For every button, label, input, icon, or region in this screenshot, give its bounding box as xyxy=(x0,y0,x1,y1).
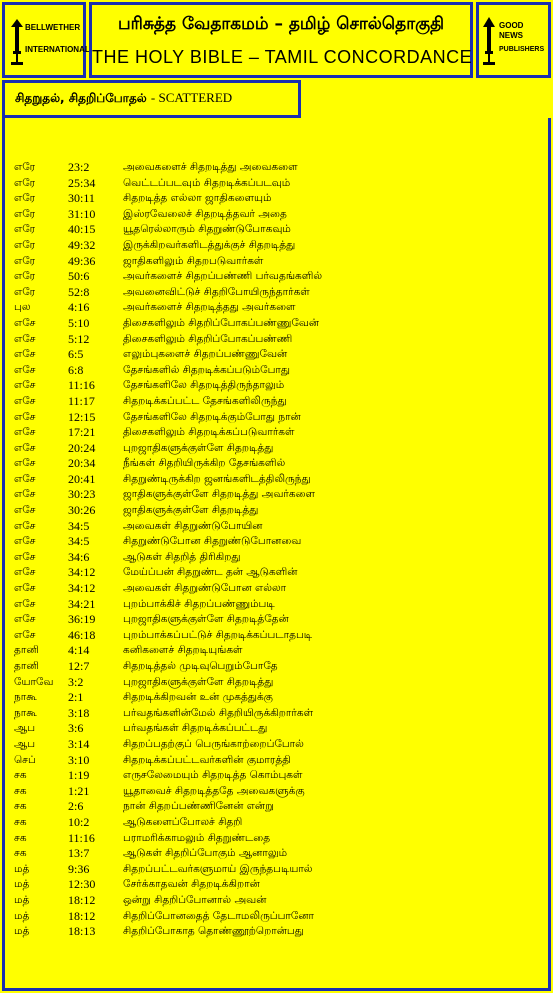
book-abbrev: எசே xyxy=(14,394,36,407)
bellwether-logo-box xyxy=(2,2,90,78)
verse-snippet: அவைகள் சிதறுண்டுபோன எல்லா xyxy=(123,582,287,595)
verse-reference: 50:6 xyxy=(68,269,90,284)
verse-reference: 4:16 xyxy=(68,300,90,315)
verse-snippet: அவனைவிட்டுச் சிதறிபோயிருந்தார்கள் xyxy=(123,285,310,298)
verse-snippet: அவைகளைச் சிதறடித்து அவைகளை xyxy=(123,161,298,173)
verse-reference: 30:23 xyxy=(68,487,96,502)
concordance-entry xyxy=(14,753,544,769)
book-abbrev: மத் xyxy=(14,925,30,938)
verse-snippet: தேசங்களிலே சிதறடிக்கும்போது நான் xyxy=(123,410,301,423)
verse-snippet: அவர்களைச் சிதறடித்தது அவர்களை xyxy=(123,301,296,314)
book-abbrev: எசே xyxy=(14,613,36,626)
book-abbrev: மத் xyxy=(14,909,30,922)
book-abbrev: எரே xyxy=(14,207,36,220)
concordance-entry xyxy=(14,316,544,332)
concordance-entry xyxy=(14,176,544,192)
verse-snippet: ஆடுகளைப்போலச் சிதறி xyxy=(123,815,243,828)
verse-snippet: அவர்களைச் சிதறப்பண்ணி பர்வதங்களில் xyxy=(123,270,323,283)
book-abbrev: தானி xyxy=(14,660,39,672)
verse-reference: 49:36 xyxy=(68,253,96,268)
book-abbrev: எசே xyxy=(14,535,36,548)
concordance-entry xyxy=(14,222,544,238)
concordance-entry xyxy=(14,784,544,800)
book-abbrev: எரே xyxy=(14,192,36,205)
heading-tamil: சிதறுதல், சிதறிப்போதல் xyxy=(15,91,147,105)
concordance-entry xyxy=(14,503,544,519)
book-abbrev: எசே xyxy=(14,441,36,454)
verse-snippet: சிதறுண்டுபோன சிதறுண்டுபோனவை xyxy=(123,535,302,548)
verse-snippet: மேய்ப்பன் சிதறுண்ட தன் ஆடுகளின் xyxy=(123,566,298,579)
book-abbrev: ஆப xyxy=(14,737,36,750)
verse-snippet: ஆடுகள் சிதறிப்போகும் ஆனாலும் xyxy=(123,847,288,860)
book-abbrev: எசே xyxy=(14,628,36,641)
bellwether-logo-line1: BELLWETHER xyxy=(25,23,81,32)
verse-reference: 20:34 xyxy=(68,456,96,471)
verse-snippet: சிதறுண்டிருக்கிற ஜனங்களிடத்திலிருந்து xyxy=(123,472,311,485)
book-abbrev: எசே xyxy=(14,582,36,595)
title-english: THE HOLY BIBLE – TAMIL CONCORDANCE xyxy=(92,47,473,67)
verse-snippet: புறம்பாக்கிச் சிதறப்பண்ணும்படி xyxy=(123,597,275,610)
verse-reference: 40:15 xyxy=(68,222,96,237)
concordance-entry xyxy=(14,862,544,878)
concordance-entry xyxy=(14,721,544,737)
concordance-entry xyxy=(14,472,544,488)
concordance-entry xyxy=(14,410,544,426)
book-abbrev: எசே xyxy=(14,519,36,532)
verse-reference: 1:19 xyxy=(68,768,90,783)
good-news-logo-line1: GOOD NEWS xyxy=(499,21,524,40)
verse-snippet: சிதறடிக்கப்பட்டவர்களின் குமாரத்தி xyxy=(123,753,291,766)
verse-reference: 5:12 xyxy=(68,331,90,346)
verse-snippet: சிதறப்பட்டவர்களுமாய் இருந்தபடியால் xyxy=(123,862,313,875)
verse-reference: 11:16 xyxy=(68,830,95,845)
book-abbrev: எசே xyxy=(14,488,36,501)
book-abbrev: செப் xyxy=(14,753,36,766)
verse-snippet: நான் சிதறப்பண்ணினேன் என்று xyxy=(123,800,274,813)
concordance-entry xyxy=(14,565,544,581)
verse-snippet: யூதரெல்லாரும் சிதறுண்டுபோகவும் xyxy=(123,223,291,236)
verse-reference: 52:8 xyxy=(68,284,90,299)
concordance-entry xyxy=(14,347,544,363)
concordance-entry xyxy=(14,815,544,831)
book-abbrev: எசே xyxy=(14,472,36,485)
book-abbrev: எசே xyxy=(14,363,36,376)
concordance-entry xyxy=(14,487,544,503)
heading-english: - SCATTERED xyxy=(150,90,233,105)
concordance-entry xyxy=(14,768,544,784)
verse-reference: 46:18 xyxy=(68,627,96,642)
verse-snippet: இருக்கிறவர்களிடத்துக்குச் சிதறடித்து xyxy=(123,238,296,251)
book-abbrev: தானி xyxy=(14,644,39,657)
book-abbrev: சக xyxy=(14,847,27,860)
verse-reference: 31:10 xyxy=(68,206,96,221)
verse-snippet: புறஜாதிகளுக்குள்ளே சிதறடித்து xyxy=(123,441,274,454)
concordance-entry xyxy=(14,285,544,301)
concordance-list xyxy=(14,160,544,940)
concordance-entry xyxy=(14,550,544,566)
book-abbrev: எசே xyxy=(14,348,36,361)
concordance-entry xyxy=(14,191,544,207)
book-abbrev: ஆப xyxy=(14,722,36,735)
verse-reference: 3:10 xyxy=(68,752,90,767)
verse-reference: 6:5 xyxy=(68,347,84,362)
book-abbrev: சக xyxy=(14,831,27,844)
verse-reference: 25:34 xyxy=(68,175,96,190)
title-box xyxy=(89,2,473,78)
concordance-entry xyxy=(14,300,544,316)
verse-reference: 34:12 xyxy=(68,565,96,580)
concordance-entry xyxy=(14,534,544,550)
verse-reference: 6:8 xyxy=(68,362,84,377)
verse-snippet: அவைகள் சிதறுண்டுபோயின xyxy=(123,519,263,532)
book-abbrev: எசே xyxy=(14,316,36,329)
verse-reference: 3:18 xyxy=(68,705,90,720)
book-abbrev: எசே xyxy=(14,410,36,423)
verse-snippet: தேசங்களிலே சிதறடித்திருந்தாலும் xyxy=(123,379,285,392)
verse-reference: 34:5 xyxy=(68,518,90,533)
book-abbrev: எசே xyxy=(14,504,36,517)
book-abbrev: யோவே xyxy=(14,675,54,688)
verse-reference: 3:14 xyxy=(68,736,90,751)
verse-snippet: சிதறடிக்கப்பட்ட தேசங்களிலிருந்து xyxy=(123,394,287,407)
verse-reference: 30:11 xyxy=(68,191,95,206)
verse-snippet: திசைகளிலும் சிதறிப்போகப்பண்ணி xyxy=(123,332,293,345)
verse-reference: 49:32 xyxy=(68,237,96,252)
verse-snippet: ஜாதிகளுக்குள்ளே சிதறடித்து அவர்களை xyxy=(123,488,316,501)
concordance-entry xyxy=(14,909,544,925)
book-abbrev: நாகூ xyxy=(14,706,37,719)
verse-reference: 3:2 xyxy=(68,674,84,689)
verse-snippet: புறம்பாக்கப்பட்டுச் சிதறடிக்கப்படாதபடி xyxy=(123,628,313,641)
concordance-entry xyxy=(14,737,544,753)
verse-reference: 18:12 xyxy=(68,908,96,923)
concordance-entry xyxy=(14,846,544,862)
verse-snippet: ஜாதிகளிலும் சிதறபடுவார்கள் xyxy=(123,254,264,267)
concordance-entry xyxy=(14,659,544,675)
good-news-logo-box xyxy=(476,2,551,78)
concordance-entry xyxy=(14,456,544,472)
verse-reference: 20:41 xyxy=(68,471,96,486)
verse-snippet: பர்வதங்கள் சிதறடிக்கப்பட்டது xyxy=(123,722,268,735)
concordance-entry xyxy=(14,924,544,940)
book-abbrev: எரே xyxy=(14,223,36,236)
verse-snippet: இஸ்ரவேலைச் சிதறடித்தவர் அதை xyxy=(123,207,287,220)
verse-reference: 12:7 xyxy=(68,659,90,673)
concordance-entry xyxy=(14,441,544,457)
concordance-entry xyxy=(14,690,544,706)
verse-snippet: வெட்டப்படவும் சிதறடிக்கப்படவும் xyxy=(123,176,291,189)
book-abbrev: மத் xyxy=(14,893,30,906)
book-abbrev: எரே xyxy=(14,270,36,283)
concordance-entry xyxy=(14,612,544,628)
concordance-entry xyxy=(14,238,544,254)
verse-snippet: கனிகளைச் சிதறடியுங்கள் xyxy=(123,644,243,657)
verse-reference: 12:30 xyxy=(68,877,96,892)
book-abbrev: எரே xyxy=(14,254,36,267)
concordance-entry xyxy=(14,877,544,893)
title-tamil: பரிசுத்த வேதாகமம் – தமிழ் சொல்தொகுதி xyxy=(117,14,445,34)
verse-reference: 2:1 xyxy=(68,690,84,705)
verse-snippet: சேர்க்காதவன் சிதறடிக்கிறான் xyxy=(123,878,260,891)
concordance-entry xyxy=(14,269,544,285)
concordance-entry xyxy=(14,332,544,348)
verse-reference: 18:12 xyxy=(68,892,96,907)
verse-reference: 13:7 xyxy=(68,846,90,861)
verse-reference: 34:12 xyxy=(68,581,96,596)
verse-reference: 20:24 xyxy=(68,440,96,455)
book-abbrev: சக xyxy=(14,784,27,797)
verse-snippet: யூதாவைச் சிதறடித்ததே அவைகளுக்கு xyxy=(123,784,305,797)
verse-reference: 11:16 xyxy=(68,378,95,393)
verse-snippet: சிதறிப்போகாத தொண்ணூற்றொன்பது xyxy=(123,925,304,938)
verse-reference: 23:2 xyxy=(68,160,90,174)
concordance-entry xyxy=(14,160,544,176)
concordance-entry xyxy=(14,254,544,270)
good-news-logo-line2: PUBLISHERS xyxy=(499,46,545,53)
verse-snippet: எலும்புகளைச் சிதறப்பண்ணுவேன் xyxy=(123,348,288,361)
verse-snippet: புறஜாதிகளுக்குள்ளே சிதறடித்து xyxy=(123,675,274,688)
book-abbrev: எசே xyxy=(14,332,36,345)
verse-reference: 36:19 xyxy=(68,612,96,627)
concordance-entry xyxy=(14,207,544,223)
concordance-entry xyxy=(14,831,544,847)
verse-reference: 2:6 xyxy=(68,799,84,814)
concordance-entry xyxy=(14,706,544,722)
verse-reference: 3:6 xyxy=(68,721,84,736)
verse-reference: 12:15 xyxy=(68,409,96,424)
concordance-entry xyxy=(14,363,544,379)
verse-reference: 11:17 xyxy=(68,393,95,408)
verse-reference: 4:14 xyxy=(68,643,90,658)
verse-snippet: பர்வதங்களின்மேல் சிதறியிருக்கிறார்கள் xyxy=(123,706,314,719)
book-abbrev: எசே xyxy=(14,379,36,392)
verse-reference: 34:6 xyxy=(68,549,90,564)
verse-reference: 18:13 xyxy=(68,924,96,939)
verse-reference: 30:26 xyxy=(68,503,96,518)
concordance-entry xyxy=(14,643,544,659)
verse-snippet: திசைகளிலும் சிதறிப்போகப்பண்ணுவேன் xyxy=(123,316,320,329)
book-abbrev: எசே xyxy=(14,550,36,563)
book-abbrev: எசே xyxy=(14,457,36,470)
book-abbrev: சக xyxy=(14,815,27,828)
book-abbrev: எசே xyxy=(14,597,36,610)
verse-snippet: நீங்கள் சிதறியிருக்கிற தேசங்களில் xyxy=(123,457,286,470)
concordance-entry xyxy=(14,394,544,410)
book-abbrev: எரே xyxy=(14,176,36,189)
book-abbrev: சக xyxy=(14,800,27,813)
concordance-entry xyxy=(14,893,544,909)
entry-heading xyxy=(15,90,232,107)
concordance-entry xyxy=(14,799,544,815)
concordance-entry xyxy=(14,628,544,644)
heading-box xyxy=(2,80,301,118)
book-abbrev: எசே xyxy=(14,566,36,579)
verse-reference: 34:5 xyxy=(68,534,90,549)
verse-snippet: தேசங்களில் சிதறடிக்கப்படும்போது xyxy=(123,363,290,376)
book-abbrev: மத் xyxy=(14,862,30,875)
verse-snippet: ஜாதிகளுக்குள்ளே சிதறடித்து xyxy=(123,504,259,517)
verse-snippet: சிதறிப்போனதைத் தேடாமலிருப்பானோ xyxy=(123,909,315,922)
verse-snippet: ஆடுகள் சிதறித் திரிகிறது xyxy=(123,550,241,563)
verse-reference: 10:2 xyxy=(68,814,90,829)
verse-reference: 34:21 xyxy=(68,596,96,611)
concordance-entry xyxy=(14,519,544,535)
verse-snippet: ஒன்று சிதறிப்போனால் அவன் xyxy=(123,893,267,906)
concordance-entry xyxy=(14,425,544,441)
concordance-entry xyxy=(14,675,544,691)
bellwether-logo-icon xyxy=(5,5,83,75)
verse-snippet: சிதறடித்த எல்லா ஜாதிகளையும் xyxy=(123,192,272,205)
concordance-entry xyxy=(14,597,544,613)
verse-reference: 17:21 xyxy=(68,425,96,440)
concordance-entry xyxy=(14,378,544,394)
book-abbrev: நாகூ xyxy=(14,691,37,704)
book-abbrev: எசே xyxy=(14,426,36,439)
book-abbrev: எரே xyxy=(14,285,36,298)
verse-snippet: எருசலேமையும் சிதறடித்த கொம்புகள் xyxy=(123,769,303,782)
concordance-entry xyxy=(14,581,544,597)
verse-snippet: சிதறடித்தல் முடிவுபெறும்போதே xyxy=(123,660,278,672)
verse-snippet: புறஜாதிகளுக்குள்ளே சிதறடித்தேன் xyxy=(123,613,289,626)
bellwether-logo-line2: INTERNATIONAL xyxy=(25,45,90,54)
book-abbrev: மத் xyxy=(14,878,30,891)
book-abbrev: புல xyxy=(14,301,31,314)
book-abbrev: எரே xyxy=(14,161,36,173)
verse-snippet: பராமரிக்காமலும் சிதறுண்டதை xyxy=(123,831,271,844)
verse-snippet: சிதறடிக்கிறவன் உன் முகத்துக்கு xyxy=(123,691,273,704)
book-abbrev: எரே xyxy=(14,238,36,251)
verse-reference: 5:10 xyxy=(68,315,90,330)
verse-snippet: திசைகளிலும் சிதறடிக்கப்படுவார்கள் xyxy=(123,426,295,439)
verse-reference: 9:36 xyxy=(68,861,90,876)
verse-snippet: சிதறப்பதற்குப் பெருங்காற்றைப்போல் xyxy=(123,737,304,750)
verse-reference: 1:21 xyxy=(68,783,90,798)
book-abbrev: சக xyxy=(14,769,27,782)
